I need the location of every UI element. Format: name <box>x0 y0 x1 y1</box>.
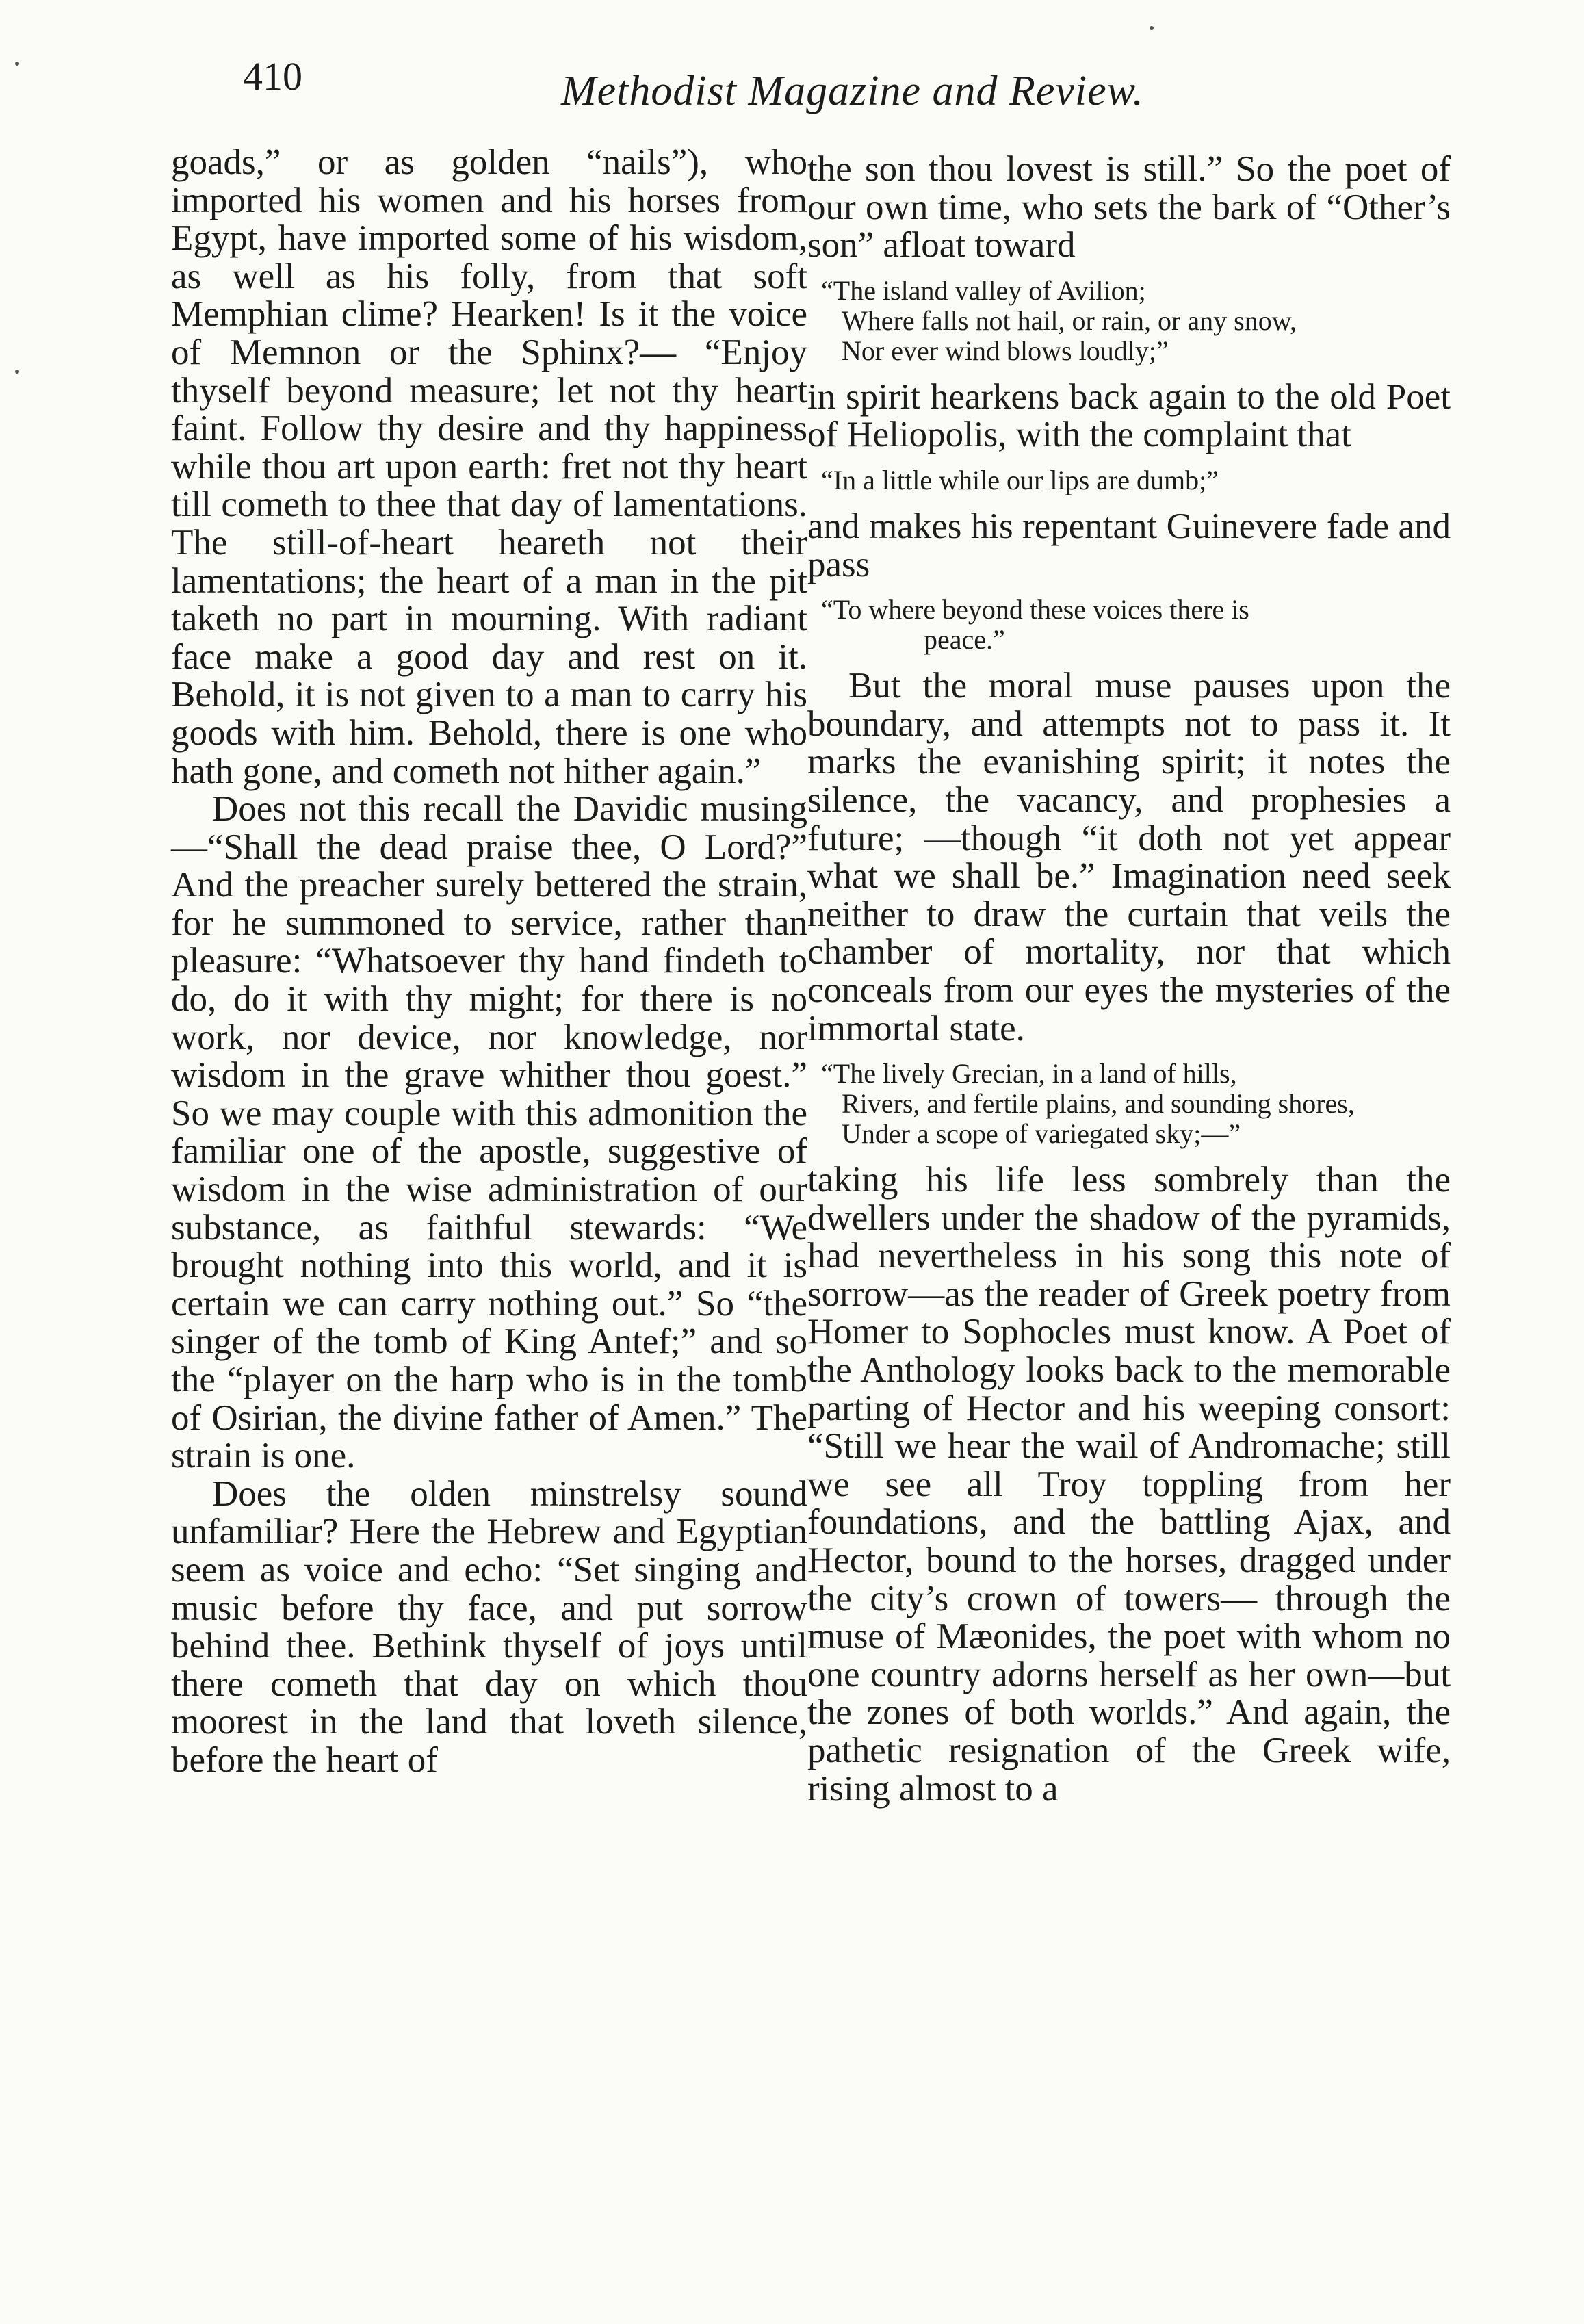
verse-quote <box>821 276 1451 366</box>
paragraph: Does not this recall the Davidic musing—“Shall the dead praise thee, O Lord?” And the preacher surely bettered the strain, for he summoned to service, rather than pleasure: “Whatsoever thy hand findeth to do, do it with thy might; for there is no work, nor device, nor knowledge, nor wisdom in the grave whither thou goest.” So we may couple with this admonition the familiar one of the apostle, suggestive of wisdom in the wise administration of our substance, as faithful stewards: “We brought nothing into this world, and it is certain we can carry nothing out.” So “the singer of the tomb of King Antef;” and so the “player on the harp who is in the tomb of Osirian, the divine father of Amen.” The strain is one. <box>171 789 807 1476</box>
paragraph: goads,” or as golden “nails”), who imported his women and his horses from Egypt, have imported some of his wisdom, as well as his folly, from that soft Memphian clime? Hearken! Is it the voice of Memnon or the Sphinx?— “Enjoy thyself beyond measure; let not thy heart faint. Follow thy desire and thy happiness while thou art upon earth: fret not thy heart till cometh to thee that day of lamentations. The still-of-heart heareth not their lamentations; the heart of a man in the pit taketh no part in mourning. With radiant face make a good day and rest on it. Behold, it is not given to a man to carry his goods with him. Behold, there is one who hath gone, and cometh not hither again.” <box>171 142 807 791</box>
verse-line: “In a little while our lips are dumb;” <box>821 464 1219 495</box>
verse-line: “The island valley of Avilion; <box>821 274 1146 306</box>
verse-line: Nor ever wind blows loudly;” <box>842 335 1169 366</box>
verse-line: Under a scope of variegated sky;—” <box>842 1118 1241 1150</box>
verse-quote <box>821 1059 1451 1149</box>
page-header <box>0 40 1584 129</box>
verse-line: “To where beyond these voices there is <box>821 594 1249 625</box>
verse-line: peace.” <box>924 624 1005 656</box>
verse-line: “The lively Grecian, in a land of hills, <box>821 1058 1237 1089</box>
scan-speck <box>15 62 19 66</box>
left-column <box>171 144 807 1780</box>
paragraph: taking his life less sombrely than the dwellers under the shadow of the pyramids, had nevertheless in his song this note of sorrow—as the reader of Greek poetry from Homer to Sophocles must know. A Poet of the Anthology looks back to the memorable parting of Hector and his weeping consort: “Still we hear the wail of Andromache; still we see all Troy toppling from her foundations, and the battling Ajax, and Hector, bound to the horses, dragged under the city’s crown of towers— through the muse of Mæonides, the poet with whom no one country adorns herself as her own—but the zones of both worlds.” And again, the pathetic resignation of the Greek wife, rising almost to a <box>807 1160 1451 1809</box>
scan-speck <box>15 370 19 374</box>
right-column <box>807 151 1451 1808</box>
verse-line: Where falls not hail, or rain, or any snow, <box>842 305 1297 336</box>
paragraph: Does the olden minstrelsy sound unfamiliar? Here the Hebrew and Egyptian seem as voice and echo: “Set singing and music before thy face, and put sorrow behind thee. Bethink thyself of joys until there cometh that day on which thou moorest in the land that loveth silence, before the heart of <box>171 1473 807 1780</box>
verse-quote <box>821 465 1451 495</box>
paragraph: But the moral muse pauses upon the boundary, and attempts not to pass it. It marks the evanishing spirit; it notes the silence, the vacancy, and prophesies a future; —though “it doth not yet appear what we shall be.” Imagination need seek neither to draw the curtain that veils the chamber of mortality, nor that which conceals from our eyes the mysteries of the immortal state. <box>807 666 1451 1048</box>
running-title: Methodist Magazine and Review. <box>561 68 1144 114</box>
page-number: 410 <box>243 54 302 99</box>
verse-quote <box>821 595 1451 655</box>
paragraph: and makes his repentant Guinevere fade and pass <box>807 506 1451 584</box>
verse-line: Rivers, and fertile plains, and sounding shores, <box>842 1088 1355 1120</box>
scan-speck <box>1150 26 1154 30</box>
paragraph: in spirit hearkens back again to the old Poet of Heliopolis, with the complaint that <box>807 376 1451 455</box>
paragraph: the son thou lovest is still.” So the poet of our own time, who sets the bark of “Other’s son” afloat toward <box>807 149 1451 266</box>
